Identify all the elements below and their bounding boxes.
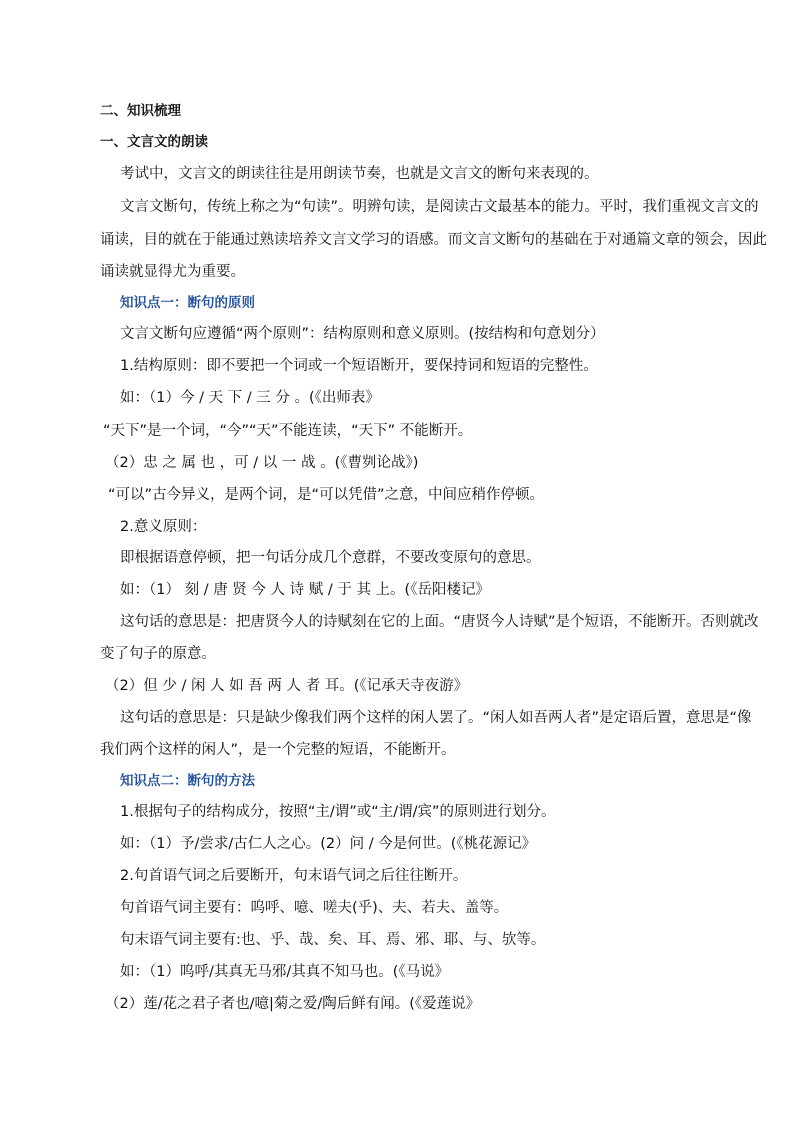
method-2-sentence-start-particles: 句首语气词主要有：呜呼、噫、嗟夫(乎)、夫、若夫、盖等。 <box>120 900 509 916</box>
intro-paragraph-2-line-2: 诵读，目的就在于能通过熟读培养文言文学习的语感。而文言文断句的基础在于对通篇文章的领会，因此 <box>100 232 767 248</box>
method-2: 2.句首语气词之后要断开，句末语气词之后往往断开。 <box>120 868 468 884</box>
rule-2-example-2-note-line-2: 我们两个这样的闲人”，是一个完整的短语，不能断开。 <box>100 742 456 758</box>
method-1-example: 如：（1）予/尝求/古仁人之心。(2）问 / 今是何世。(《桃花源记》 <box>120 836 537 852</box>
rule-2-example-1-note-line-2: 变了句子的原意。 <box>100 646 216 662</box>
method-1: 1.根据句子的结构成分，按照“主/谓”或“主/谓/宾”的原则进行划分。 <box>120 804 556 820</box>
section-title: 二、知识梳理 <box>100 103 181 119</box>
method-2-example-1: 如：（1）呜呼/其真无马邪/其真不知马也。(《马说》 <box>120 964 450 980</box>
sub-title: 一、文言文的朗读 <box>100 134 208 150</box>
rule-2-description: 即根据语意停顿，把一句话分成几个意群，不要改变原句的意思。 <box>120 550 541 566</box>
rule-2-example-1-note-line-1: 这句话的意思是：把唐贤今人的诗赋刻在它的上面。“唐贤今人诗赋”是个短语，不能断开。否则就改 <box>120 614 759 630</box>
rule-2-example-2-note-line-1: 这句话的意思是：只是缺少像我们两个这样的闲人罢了。“闲人如吾两人者”是定语后置，意思是“像 <box>120 710 752 726</box>
rule-1: 1.结构原则：即不要把一个词或一个短语断开，要保持词和短语的完整性。 <box>120 358 598 374</box>
method-2-example-2: （2）莲/花之君子者也/噫|菊之爱/陶后鲜有闻。(《爱莲说》 <box>105 996 481 1012</box>
knowledge-point-1-intro: 文言文断句应遵循“两个原则”：结构原则和意义原则。(按结构和句意划分） <box>120 326 605 342</box>
knowledge-point-2-title: 知识点二：断句的方法 <box>120 773 255 789</box>
rule-2: 2.意义原则： <box>120 519 207 535</box>
intro-paragraph-1: 考试中，文言文的朗读往往是用朗读节奏，也就是文言文的断句来表现的。 <box>120 166 599 182</box>
knowledge-point-1-title: 知识点一：断句的原则 <box>120 295 255 311</box>
rule-1-example-2-note: “可以”古今异义，是两个词，是“可以凭借”之意，中间应稍作停顿。 <box>108 487 545 503</box>
rule-1-example-1: 如：（1）今 / 天 下 / 三 分 。(《出师表》 <box>120 390 380 406</box>
rule-2-example-2: （2）但 少 / 闲 人 如 吾 两 人 者 耳。(《记承天寺夜游》 <box>105 678 469 694</box>
rule-1-example-2: （2）忠 之 属 也 ，可 / 以 一 战 。(《曹刿论战》) <box>105 455 419 471</box>
intro-paragraph-2-line-1: 文言文断句，传统上称之为“句读”。明辨句读，是阅读古文最基本的能力。平时，我们重视文言文的 <box>120 199 759 215</box>
rule-1-example-1-note: “天下”是一个词，“今”“天”不能连读，“天下” 不能断开。 <box>103 423 473 439</box>
rule-2-example-1: 如：（1） 刻 / 唐 贤 今 人 诗 赋 / 于 其 上。(《岳阳楼记》 <box>120 582 490 598</box>
intro-paragraph-2-line-3: 诵读就显得尤为重要。 <box>100 264 245 280</box>
method-2-sentence-end-particles: 句末语气词主要有:也、乎、哉、矣、耳、焉、邪、耶、与、欤等。 <box>120 932 546 948</box>
